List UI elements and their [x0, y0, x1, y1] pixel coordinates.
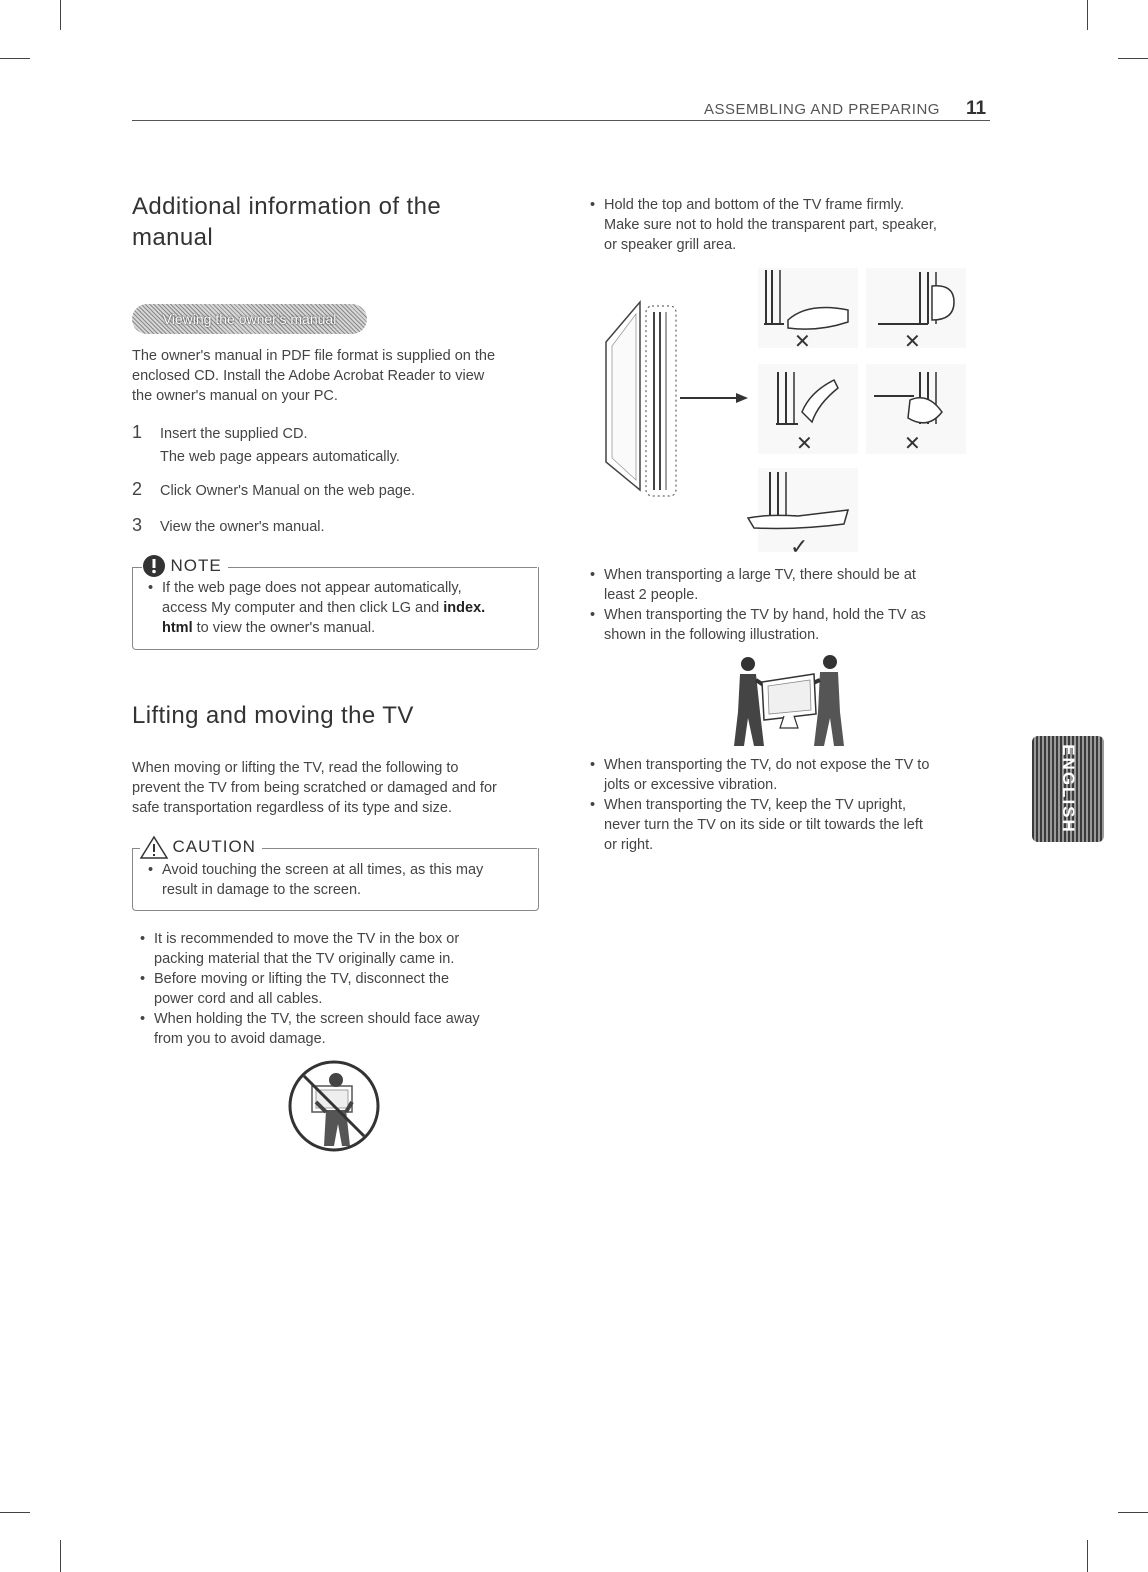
- page-number: 11: [966, 98, 987, 119]
- bullet-line: When holding the TV, the screen should face away: [154, 1011, 480, 1027]
- bullet-line: or speaker grill area.: [604, 237, 737, 253]
- note-line: to view the owner's manual.: [192, 620, 376, 636]
- bullet-item: [582, 195, 982, 255]
- bullet-line: packing material that the TV originally came in.: [154, 951, 455, 967]
- transport-bullets: [582, 565, 982, 645]
- note-icon: [142, 554, 166, 578]
- bullet-line: from you to avoid damage.: [154, 1031, 326, 1047]
- caution-line: result in damage to the screen.: [162, 882, 362, 898]
- intro-line: The owner's manual in PDF file format is supplied on the: [132, 348, 496, 364]
- bullet-item: [132, 1009, 552, 1049]
- upright-bullets: [582, 755, 982, 855]
- wrong-mark: ✕: [796, 431, 813, 455]
- bullet-item: [582, 755, 982, 795]
- crop-mark: [60, 1540, 61, 1572]
- warning-icon: [140, 835, 168, 859]
- wrong-mark: ✕: [794, 329, 811, 353]
- note-bold-text: index.: [443, 600, 486, 616]
- note-bullet: [140, 578, 530, 638]
- intro-line: enclosed CD. Install the Adobe Acrobat Reader to view: [132, 368, 485, 384]
- step-number: 1: [132, 422, 143, 442]
- crop-mark: [60, 0, 61, 30]
- section-title-additional-info: [132, 191, 441, 253]
- crop-mark: [0, 58, 30, 59]
- bullet-line: It is recommended to move the TV in the box or: [154, 931, 460, 947]
- step-item: [132, 481, 415, 501]
- step-text: Click Owner's Manual on the web page.: [160, 483, 416, 499]
- caution-line: Avoid touching the screen at all times, as this may: [162, 862, 484, 878]
- caution-header: [140, 835, 262, 859]
- bullet-line: When transporting a large TV, there should be at: [604, 567, 916, 583]
- crop-mark: [0, 1512, 30, 1513]
- header-section-title: ASSEMBLING AND PREPARING: [704, 101, 940, 118]
- bullet-item: [132, 929, 552, 969]
- wrong-mark: ✕: [904, 329, 921, 353]
- bullet-line: shown in the following illustration.: [604, 627, 820, 643]
- step-item: [132, 424, 400, 467]
- step-text: Insert the supplied CD.: [160, 426, 308, 442]
- bullet-item: [582, 795, 982, 855]
- bullet-line: When transporting the TV, do not expose the TV to: [604, 757, 930, 773]
- bullet-line: or right.: [604, 837, 654, 853]
- note-title: NOTE: [170, 556, 222, 575]
- language-tab-label: ENGLISH: [1059, 744, 1078, 834]
- note-header: [142, 554, 228, 578]
- bullet-line: Before moving or lifting the TV, disconnect the: [154, 971, 450, 987]
- hold-frame-bullet: [582, 195, 982, 255]
- bullet-line: never turn the TV on its side or tilt towards the left: [604, 817, 923, 833]
- lifting-intro: [132, 758, 552, 818]
- bullet-item: [132, 969, 552, 1009]
- bullet-line: Hold the top and bottom of the TV frame firmly.: [604, 197, 905, 213]
- caution-title: CAUTION: [172, 837, 256, 856]
- crop-mark: [1118, 1512, 1148, 1513]
- crop-mark: [1087, 0, 1088, 30]
- bullet-item: [582, 605, 982, 645]
- section-title-lifting: Lifting and moving the TV: [132, 702, 414, 729]
- language-tab: [1032, 736, 1104, 842]
- wrong-mark: ✕: [904, 431, 921, 455]
- step-text: View the owner's manual.: [160, 519, 325, 535]
- intro-paragraph: [132, 346, 552, 406]
- subsection-pill-viewing-manual: Viewing the owner's manual: [132, 304, 367, 334]
- bullet-item: [582, 565, 982, 605]
- bullet-line: Make sure not to hold the transparent part, speaker,: [604, 217, 937, 233]
- caution-content: [140, 860, 530, 900]
- intro-line: the owner's manual on your PC.: [132, 388, 338, 404]
- bullet-line: When transporting the TV by hand, hold the TV as: [604, 607, 926, 623]
- lifting-bullets: [132, 929, 552, 1049]
- prohibited-carry-illustration: [286, 1058, 382, 1154]
- section-title-line: Additional information of the: [132, 193, 442, 220]
- step-number: 3: [132, 515, 143, 535]
- note-line: access My computer and then click LG and: [162, 600, 444, 616]
- bullet-line: When transporting the TV, keep the TV upright,: [604, 797, 907, 813]
- note-line: If the web page does not appear automatically,: [162, 580, 462, 596]
- crop-mark: [1087, 1540, 1088, 1572]
- tv-holding-illustration: [598, 262, 978, 562]
- bullet-line: jolts or excessive vibration.: [604, 777, 778, 793]
- caution-bullet: [140, 860, 530, 900]
- bullet-line: least 2 people.: [604, 587, 699, 603]
- note-content: [140, 578, 530, 638]
- header-rule: [132, 120, 990, 121]
- step-text: The web page appears automatically.: [160, 449, 400, 465]
- note-bold-text: html: [162, 620, 193, 636]
- intro-line: When moving or lifting the TV, read the following to: [132, 760, 459, 776]
- step-number: 2: [132, 479, 143, 499]
- bullet-line: power cord and all cables.: [154, 991, 323, 1007]
- intro-line: prevent the TV from being scratched or damaged and for: [132, 780, 497, 796]
- intro-line: safe transportation regardless of its type and size.: [132, 800, 452, 816]
- step-item: [132, 517, 325, 537]
- crop-mark: [1118, 58, 1148, 59]
- two-people-carrying-illustration: [734, 652, 844, 748]
- right-mark: ✓: [790, 535, 809, 560]
- section-title-line: manual: [132, 224, 214, 251]
